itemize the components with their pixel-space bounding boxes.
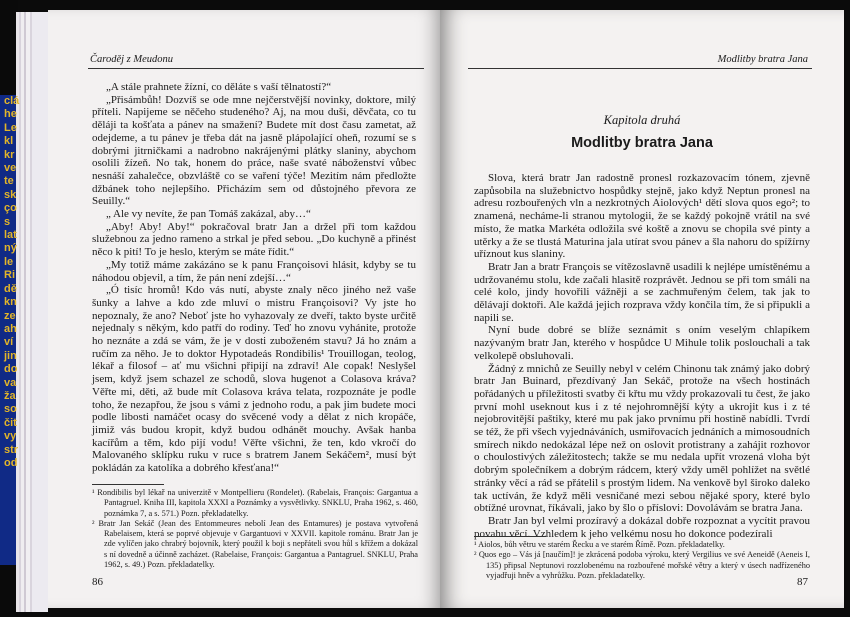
right-header-rule <box>468 68 812 69</box>
left-page-number: 86 <box>92 576 103 588</box>
paragraph: „Aby! Aby! Aby!“ pokračoval bratr Jan a držel při tom každou služebnou za jedno rameno a strkal je před sebou. „Do kuchyně a přinést něco k pití! To je heslo, kterým se máte řídit.“ <box>92 220 416 259</box>
paragraph: „My totiž máme zakázáno se k panu Françoisovi hlásit, kdyby se tu náhodou objevil, a tím, že pán není zdejší…“ <box>92 258 416 284</box>
cover-flap-line: dě <box>4 282 17 295</box>
right-running-head: Modlitby bratra Jana <box>717 54 808 65</box>
cover-flap-line: str <box>4 443 19 456</box>
cover-flap-line: do <box>4 363 18 376</box>
paragraph: „Přisámbůh! Dozvíš se ode mne nejčerstvější novinky, doktore, milý příteli. Napijeme se něčeho studeného? Aj, na mou duši, děvčata, co tu děláji ta košťata a pánev na smažení? Budete mít dost času zametat, až odejdeme, a tu pánev je třeba dát na jasně plápolající oheň, rozumí se s dobrými jitrničkami a nadrobno nakrájenými plátky slaniny, abychom osolili žízeň. No tak, honem do práce, naše svaté náboženství vůbec nesnáší zahalečce, obzvláště co se vaření týče! Mezitím nám předložte džbánek toho nejlepšího. Přicházím sem od důstojného převora ze Seuilly.“ <box>92 93 416 208</box>
cover-flap-line: he <box>4 108 17 121</box>
paragraph: „ Ale vy nevíte, že pan Tomáš zakázal, aby…“ <box>106 208 311 221</box>
paragraph: „Ó tisíc hromů! Kdo vás nutí, abyste znaly něco jiného než vaše šunky a lahve a kdo zde mluví o mistru Françoisovi? Vy jste ho nepoznaly, že ano? Neboť jste ho vyhazovaly ze dveří, takto byste určitě nejednaly s někým, kdo patří do rodiny. Teď ho znovu vyhánite, protože ho neznáte a zdá se vám, že je v dosti zuboženém stavu? Já ho znám a ručím za něho. Je to doktor Hypotadeás Rondibilis¹ Trouillogan, teolog, lékař a filosof – ať mu všichni připijí na zdraví! Ale copak! Neslyšel jsem, když jsem schazel ze schodů, slova hugenot a Colasova kráva? Věřte mi, děti, až bude mít Colasova kráva telata, rozpoznáte je podle toho, že nezapřou, že jsou s vámi z jednoho rodu, a pak jim budete moci podle libosti namáčet ocasy do svěcené vody a dělat z nich kropáče, jimiž vás budou kropit, když budou odhánět mouchy. Avšak hanba kacířům a těm, kdo pijí vodu! Věřte všichni, že ten, kdo vkročí do Malovaného sklípku ruku v ruce s bratrem Janem Sekáčem², musí být pokládán za katolíka a dobrého křesťana!“ <box>92 284 416 475</box>
cover-flap-line: Ri <box>4 269 15 282</box>
cover-flap-line: kl <box>4 135 14 148</box>
cover-flap-line: sk <box>4 188 17 201</box>
cover-flap-line: ah <box>4 322 17 335</box>
cover-flap-line: le <box>4 255 14 268</box>
paragraph: Bratr Jan a bratr François se vítězoslavně usadili k nejlépe umístěnému a udržovanému stolu, kde začali hlasitě rozprávět. Jednou se při tom smáli na celé kolo, jindy hovořili vážněji a se zachmuřeným čelem, tak jak to dělávají doktoři. Ale každá jejich rozprava vždy končila tím, že si připukli a napili se. <box>474 260 810 324</box>
cover-flap-line: Le <box>4 121 17 134</box>
cover-flap-line: kn <box>4 296 17 309</box>
cover-flap-line: te <box>4 175 14 188</box>
paragraph: Nyní bude dobré se blíže seznámit s oním veselým chlapíkem nazývaným bratr Jan, kterého v hospůdce U Mihule tolik poslouchali a tak velkolepě obsluhovali. <box>474 324 810 362</box>
cover-flap-text <box>4 95 19 470</box>
cover-flap-line: od <box>4 456 18 469</box>
cover-flap-line: ví <box>4 336 14 349</box>
cover-flap-line: ze <box>4 309 16 322</box>
right-page-number: 87 <box>797 576 808 588</box>
cover-flap-line: clá <box>4 95 20 107</box>
footnote: ² Quos ego – Vás já [naučím]! je zkrácená podoba výroku, který Vergilius ve své Aeneidě (Aeneis I, 135) připsal Neptunovi rozzlobenému na rozbouřené mořské větry a který v úsech nadřízeného vyjadřuji hněv a vyhrůžku. Pozn. překladatelky. <box>474 550 810 580</box>
left-footnotes <box>92 488 418 570</box>
cover-flap-line: so <box>4 403 17 416</box>
cover-flap-line: ža <box>4 389 16 402</box>
left-running-head: Čaroděj z Meudonu <box>90 54 174 65</box>
page-stack-edge <box>16 12 48 612</box>
cover-flap-line: jin <box>4 349 17 362</box>
cover-flap-line: ço <box>4 202 17 215</box>
right-body-text <box>474 172 810 540</box>
cover-flap-line: čit <box>4 416 17 429</box>
footnote: ¹ Aiolos, bůh větru ve starém Řecku a ve starém Římě. Pozn. překladatelky. <box>474 540 725 549</box>
chapter-label: Kapitola druhá <box>603 113 681 127</box>
cover-flap-line: ný <box>4 242 17 255</box>
book-cover-flap <box>0 95 20 565</box>
cover-flap-line: va <box>4 376 17 389</box>
footnote: ¹ Rondibilis byl lékař na univerzitě v Montpellieru (Rondelet). (Rabelais, François: Gargantua a Pantagruel. Kniha III, kapitola XXXI a Poznámky a vysvětlivky. SNKLU, Praha 1962, s. 460, poznámka 7, a s. 571.) Pozn. překladatelky. <box>92 488 418 518</box>
right-footnotes <box>474 540 810 581</box>
paragraph: „A stále prahnete žízní, co děláte s vaší tělnatostí?“ <box>106 81 332 93</box>
left-footnote-rule <box>92 484 164 485</box>
chapter-title: Modlitby bratra Jana <box>571 135 713 151</box>
paragraph: Bratr Jan byl velmi prozíravý a dokázal dobře rozpoznat a vycítit pravou povahu věcí. Vzhledem k jeho velkému nosu ho dokonce podezírali <box>474 514 810 540</box>
paragraph: Slova, která bratr Jan radostně pronesl rozkazovacím tónem, zjevně zapůsobila na služebnictvo hospůdky stejně, jako když Neptun pronesl na adresu rozbouřených vln a nezkrotných Aiolových¹ dětí slova quos ego²; to znamená, necháme-li stranou mytologii, že se každý pokojně vrátil na své místo, že matka Markéta odložila své koště a znovu se chopila své pinty a utěrky a že se tlustá Maturina jala utírat svou pánev a šla nahoru do spížírny uříznout kus slaniny. <box>474 172 810 261</box>
right-footnote-rule <box>474 536 546 537</box>
cover-flap-line: ve <box>4 162 17 175</box>
cover-flap-line: s <box>4 215 11 228</box>
left-body-text <box>92 81 416 475</box>
paragraph: Žádný z mnichů ze Seuilly nebyl v celém Chinonu tak známý jako dobrý bratr Jan Buinard, přezdívaný Jan Sekáč, protože na všech hostinách pořádaných u příležitosti svatby či křtu mu vždy prokazovali tu čest, že jako první mohl useknout kus i z té nejohromnější kýty a ukrojit kus i z té nejobrovitější paštiky, které mu pak jako prvnímu při hostině nabídli. Tvrdí se též, že při všech vyjednáváních, usmiřovacích jednáních a mimosoudních smírech nikdo nedokázal lépe než on oslovit protistrany a zahájit rozhovor o choulostivých záležitostech; takže se mu nedala upřít vrozená vloha být dobrým společníkem a dobrým rádcem, který vždy uměl pohlížet na světlé stránky věcí a rád se přátelil s prostým lidem. Na venkově byl široko daleko tak uctíván, že když měli vesničané mezi sebou nějaké spory, které bylo obtížné urovnat, říkávali, jako by šlo o příslovi: Dovolávám se bratra Jana. <box>474 362 810 515</box>
cover-flap-line: vy <box>4 430 17 443</box>
cover-flap-line: lat <box>4 229 17 242</box>
left-header-rule <box>88 68 424 69</box>
left-page <box>48 10 440 608</box>
right-page <box>440 10 844 608</box>
footnote: ² Bratr Jan Sekáč (Jean des Entommeures nebolí Jean des Entamures) je postava vytvořená Rabelaisem, která se poprvé objevuje v Gargantuovi v XXVII. kapitole románu. Bratr Jan je zde vylíčen jako chrabrý bojovník, který použil k boji s nepřáteli svou hůl s křížem a dokázal s ní dovedně a účinně zacházet. (Rabelaise, François: Gargantua a Pantagruel. SNKLU, Praha 1962, s. 49.) Pozn. překladatelky. <box>92 518 418 570</box>
cover-flap-line: kr <box>4 148 15 161</box>
